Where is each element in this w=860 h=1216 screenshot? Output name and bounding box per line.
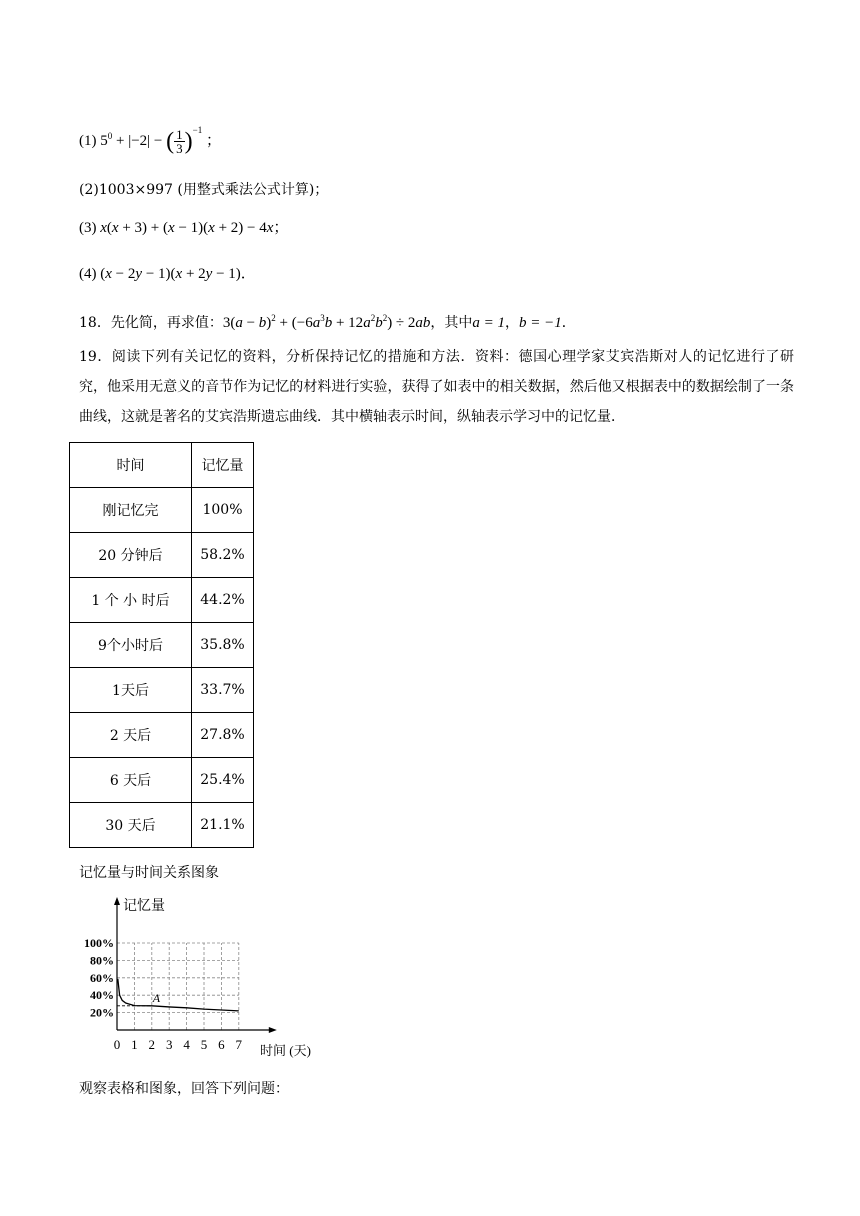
problem-2: [79, 180, 328, 200]
table-cell-memory: 21.1%: [192, 803, 254, 848]
table-cell-memory: 35.8%: [192, 623, 254, 668]
problem-3: [79, 218, 288, 238]
problem-1-label: (1): [79, 133, 97, 149]
chart-grid: [117, 943, 239, 1030]
table-cell-memory: 100%: [192, 488, 254, 533]
question-18-end: ．: [561, 315, 576, 331]
chart-xlabel: 时间 (天): [260, 1043, 311, 1058]
x-tick-label: 3: [165, 1037, 173, 1052]
table-cell-memory: 25.4%: [192, 758, 254, 803]
chart-ticks: [84, 936, 243, 1052]
table-row: [70, 803, 254, 848]
problem-1: [79, 120, 221, 155]
question-18-condition-a: a = 1: [472, 315, 506, 331]
table-cell-time: 9个小时后: [70, 623, 192, 668]
y-tick-label: 20%: [90, 1005, 114, 1020]
table-cell-memory: 27.8%: [192, 713, 254, 758]
table-cell-memory: 44.2%: [192, 578, 254, 623]
table-row: [70, 668, 254, 713]
problem-4-label: (4): [79, 266, 97, 282]
problem-4-end: ．: [240, 266, 256, 282]
table-cell-memory: 58.2%: [192, 533, 254, 578]
table-cell-time: 30 天后: [70, 803, 192, 848]
y-tick-label: 40%: [90, 988, 114, 1003]
table-cell-time: 2 天后: [70, 713, 192, 758]
y-tick-label: 80%: [90, 953, 114, 968]
x-tick-label: 2: [148, 1037, 156, 1052]
table-row: [70, 758, 254, 803]
table-cell-memory: 33.7%: [192, 668, 254, 713]
chart-ylabel: 记忆量: [123, 899, 165, 914]
memory-table: [69, 442, 254, 848]
x-axis-arrow: [269, 1027, 277, 1033]
table-cell-time: 1 个 小 时后: [70, 578, 192, 623]
x-tick-label: 6: [218, 1037, 225, 1052]
problem-3-label: (3): [79, 220, 97, 236]
problem-4-expression: (x − 2y − 1)(x + 2y − 1): [100, 266, 241, 282]
x-tick-label: 0: [113, 1037, 121, 1052]
problem-2-text: 1003×997 (用整式乘法公式计算)；: [98, 182, 329, 198]
table-header-row: [70, 443, 254, 488]
table-row: [70, 533, 254, 578]
question-18: [79, 308, 576, 333]
table-row: [70, 713, 254, 758]
table-cell-time: 6 天后: [70, 758, 192, 803]
point-a-label: A: [152, 990, 161, 1005]
x-tick-label: 1: [131, 1037, 138, 1052]
question-18-condition-b: b = −1: [519, 315, 562, 331]
table-row: [70, 623, 254, 668]
question-19-text: 19．阅读下列有关记忆的资料，分析保持记忆的措施和方法．资料：德国心理学家艾宾浩斯对人的记忆进行了研究，他采用无意义的音节作为记忆的材料进行实验，获得了如表中的相关数据，然后他又根据表中的数据绘制了一条曲线，这就是著名的艾宾浩斯遗忘曲线．其中横轴表示时间，纵轴表示学习中的记忆量．: [79, 349, 794, 425]
problem-3-end: ；: [273, 220, 289, 236]
forgetting-curve-chart: [76, 893, 336, 1063]
y-tick-label: 60%: [90, 970, 114, 985]
question-18-suffix: ，其中: [430, 315, 473, 331]
problem-1-expression: $5^0 + |-2|$ − ( $\frac{1}{3}$ )$^{-1}$: [100, 125, 203, 157]
table-header-time: 时间: [70, 443, 192, 488]
question-18-expression: $3(a - b)^2 + (-6a^3b + 12a^2b^2) \div 2ab$: [222, 313, 431, 331]
table-cell-time: 20 分钟后: [70, 533, 192, 578]
problem-4: [79, 264, 256, 284]
x-tick-label: 7: [235, 1037, 243, 1052]
problem-3-expression: x(x + 3) + (x − 1)(x + 2) − 4x: [100, 220, 274, 236]
y-axis-arrow: [114, 897, 120, 905]
y-tick-label: 100%: [84, 936, 114, 950]
table-row: [70, 578, 254, 623]
table-cell-time: 刚记忆完: [70, 488, 192, 533]
closing-question: 观察表格和图象，回答下列问题：: [79, 1081, 289, 1097]
x-tick-label: 4: [183, 1037, 190, 1052]
problem-1-end: ；: [205, 133, 221, 149]
x-tick-label: 5: [200, 1037, 208, 1052]
chart-caption: 记忆量与时间关系图象: [79, 865, 219, 881]
question-18-prefix: 18．先化简，再求值：: [79, 315, 223, 331]
table-row: [70, 488, 254, 533]
table-header-memory: 记忆量: [192, 443, 254, 488]
question-18-separator: ，: [505, 315, 520, 331]
problem-2-label: (2): [79, 182, 99, 198]
table-cell-time: 1天后: [70, 668, 192, 713]
